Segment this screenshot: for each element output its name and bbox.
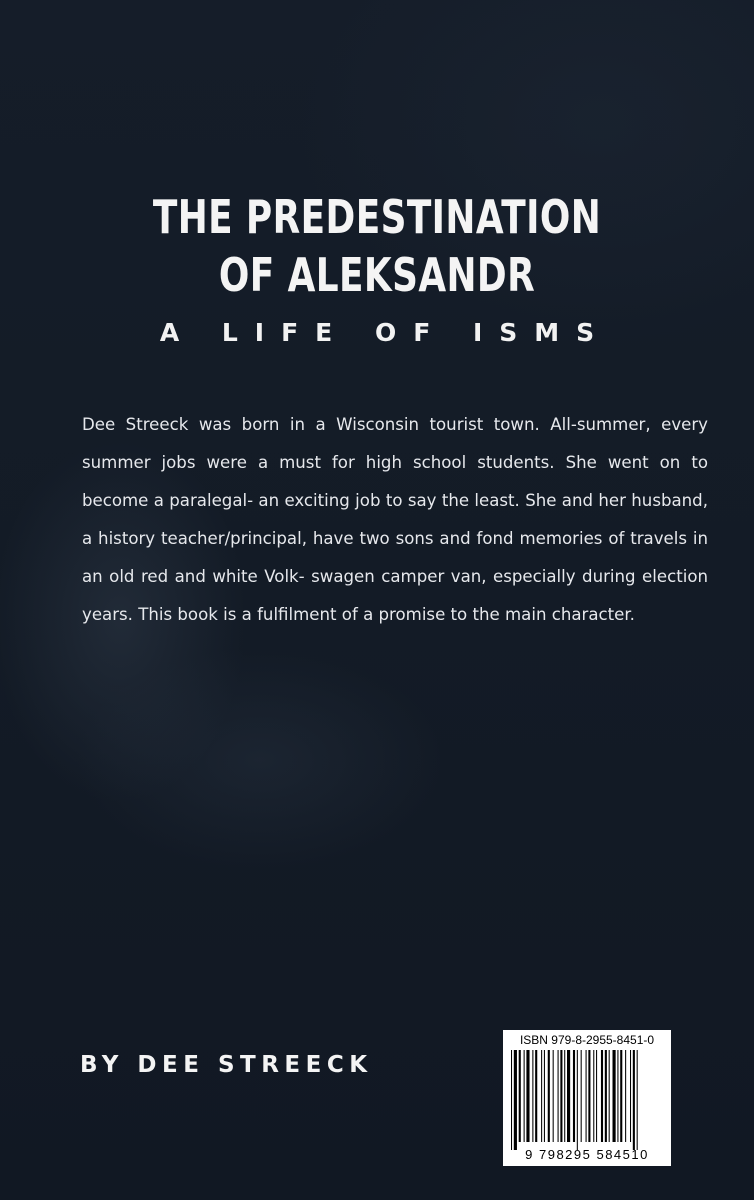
barcode-bar	[581, 1050, 582, 1142]
barcode-bar	[630, 1050, 631, 1142]
author-byline: BY DEE STREECK	[80, 1052, 373, 1078]
barcode-digits: 9 798295 584510	[525, 1147, 649, 1162]
barcode-bar	[560, 1050, 562, 1142]
barcode-bar	[588, 1050, 590, 1142]
barcode-bar	[567, 1050, 570, 1142]
barcode-bar	[596, 1050, 597, 1142]
barcode-bar	[526, 1050, 529, 1142]
book-title-line-2: OF ALEKSANDR	[218, 248, 536, 302]
barcode-bar	[605, 1050, 607, 1142]
author-blurb: Dee Streeck was born in a Wisconsin tourist town. All-summer, every summer jobs were a must for high school students. She went on to become a paralegal- an exciting job to say the least. She and her husband, a history teacher/principal, have two sons and fond memories of travels in an old red and white Volk- swagen camper van, especially during election years. This book is a fulfilment of a promise to the main character.	[82, 415, 708, 624]
barcode-bar	[524, 1050, 525, 1142]
barcode-bar	[586, 1050, 587, 1142]
barcode-bar	[553, 1050, 554, 1142]
barcode-bars	[509, 1050, 665, 1150]
barcode-bar	[535, 1050, 537, 1142]
barcode-bar	[544, 1050, 545, 1142]
barcode-bar	[541, 1050, 542, 1142]
barcode-bar	[577, 1050, 578, 1150]
barcode-bar	[633, 1050, 635, 1150]
barcode-bar	[548, 1050, 550, 1142]
isbn-barcode	[503, 1030, 671, 1166]
barcode-bar	[625, 1050, 626, 1142]
barcode-bar	[593, 1050, 594, 1142]
book-title	[83, 188, 671, 304]
book-title-line-1: THE PREDESTINATION	[152, 190, 602, 244]
barcode-bar	[532, 1050, 533, 1142]
barcode-bar	[519, 1050, 521, 1142]
barcode-bar	[511, 1050, 512, 1150]
barcode-bar	[601, 1050, 603, 1142]
isbn-label: ISBN 979-8-2955-8451-0	[519, 1033, 655, 1047]
barcode-bar	[514, 1050, 517, 1150]
barcode-bar	[617, 1050, 618, 1142]
book-subtitle: A LIFE OF ISMS	[159, 318, 612, 347]
barcode-bar	[609, 1050, 610, 1142]
barcode-bar	[620, 1050, 622, 1142]
barcode-bar	[613, 1050, 616, 1142]
barcode-bar	[573, 1050, 575, 1142]
barcode-bar	[558, 1050, 559, 1142]
barcode-bar	[564, 1050, 565, 1142]
barcode-bar	[637, 1050, 638, 1150]
